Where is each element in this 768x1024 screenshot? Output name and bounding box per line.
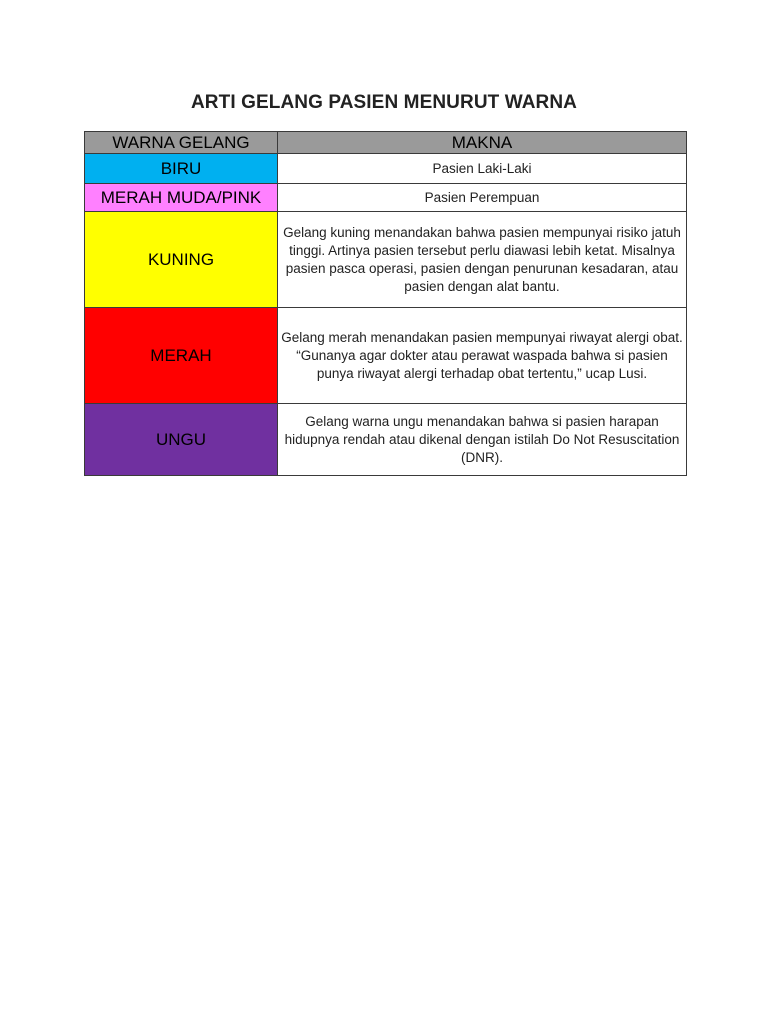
color-cell-ungu: UNGU bbox=[85, 404, 278, 476]
header-makna: MAKNA bbox=[278, 132, 687, 154]
header-warna-gelang: WARNA GELANG bbox=[85, 132, 278, 154]
meaning-cell-ungu: Gelang warna ungu menandakan bahwa si pasien harapan hidupnya rendah atau dikenal dengan istilah Do Not Resuscitation (DNR). bbox=[278, 404, 687, 476]
wristband-color-table bbox=[84, 131, 687, 476]
color-cell-biru: BIRU bbox=[85, 154, 278, 184]
meaning-cell-pink: Pasien Perempuan bbox=[278, 184, 687, 212]
meaning-cell-biru: Pasien Laki-Laki bbox=[278, 154, 687, 184]
table-header-row bbox=[85, 132, 687, 154]
table-row-pink bbox=[85, 184, 687, 212]
color-cell-kuning: KUNING bbox=[85, 212, 278, 308]
table-row-kuning bbox=[85, 212, 687, 308]
table-row-ungu bbox=[85, 404, 687, 476]
table-row-biru bbox=[85, 154, 687, 184]
meaning-cell-merah: Gelang merah menandakan pasien mempunyai riwayat alergi obat. “Gunanya agar dokter atau perawat waspada bahwa si pasien punya riwayat alergi terhadap obat tertentu,” ucap Lusi. bbox=[278, 308, 687, 404]
meaning-cell-kuning: Gelang kuning menandakan bahwa pasien mempunyai risiko jatuh tinggi. Artinya pasien tersebut perlu diawasi lebih ketat. Misalnya pasien pasca operasi, pasien dengan penurunan kesadaran, atau pasien dengan alat bantu. bbox=[278, 212, 687, 308]
table-row-merah bbox=[85, 308, 687, 404]
color-cell-pink: MERAH MUDA/PINK bbox=[85, 184, 278, 212]
page-title: ARTI GELANG PASIEN MENURUT WARNA bbox=[190, 92, 577, 113]
color-cell-merah: MERAH bbox=[85, 308, 278, 404]
